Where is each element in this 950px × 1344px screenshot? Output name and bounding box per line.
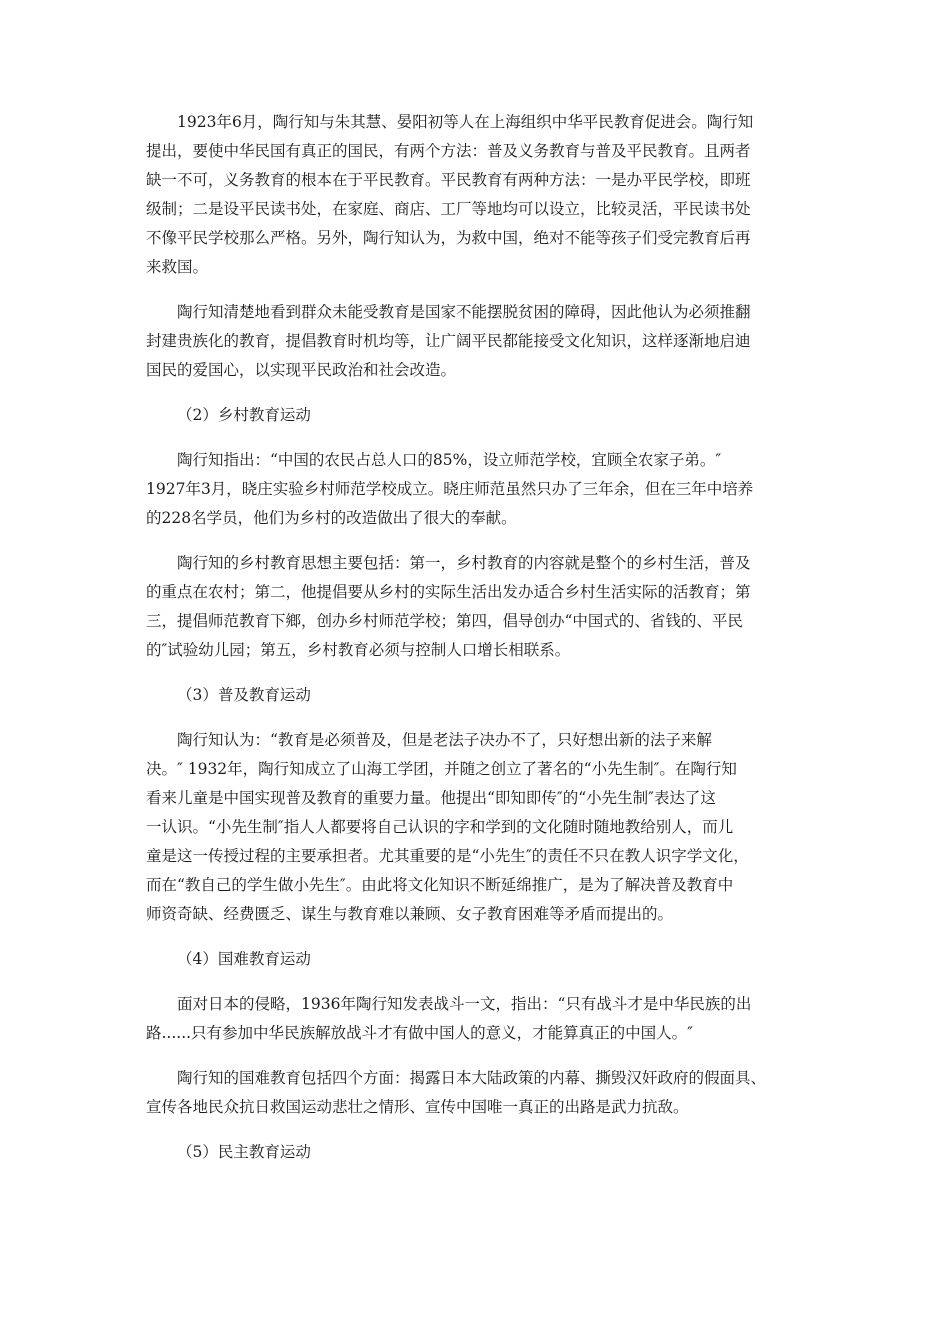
paragraph-line: 宣传各地民众抗日救国运动悲壮之情形、宣传中国唯一真正的出路是武力抗敌。	[146, 1098, 689, 1116]
paragraph-line: 不像平民学校那么严格。另外，陶行知认为，为救中国，绝对不能等孩子们受完教育后再	[146, 229, 751, 247]
paragraph-line: 提出，要使中华民国有真正的国民，有两个方法：普及义务教育与普及平民教育。且两者	[146, 142, 751, 160]
paragraph	[146, 726, 802, 929]
paragraph-line: 的228名学员，他们为乡村的改造做出了很大的奉献。	[146, 509, 517, 527]
paragraph-line: 陶行知的乡村教育思想主要包括：第一，乡村教育的内容就是整个的乡村生活，普及	[177, 554, 751, 572]
document-page	[146, 108, 802, 1183]
paragraph-line: 而在“教自己的学生做小先生″。由此将文化知识不断延绵推广，是为了解决普及教育中	[146, 876, 734, 894]
paragraph-line: 的重点在农村；第二，他提倡要从乡村的实际生活出发办适合乡村生活实际的活教育；第	[146, 583, 751, 601]
paragraph-line: 看来儿童是中国实现普及教育的重要力量。他提出“即知即传″的“小先生制″表达了这	[146, 789, 716, 807]
paragraph-line: 路......只有参加中华民族解放战斗才有做中国人的意义，才能算真正的中国人。″	[146, 1024, 693, 1042]
paragraph	[146, 1064, 802, 1122]
paragraph-line: 来救国。	[146, 258, 209, 276]
paragraph-line: 陶行知认为：“教育是必须普及，但是老法子决办不了，只好想出新的法子来解	[177, 731, 712, 749]
paragraph-line: 童是这一传授过程的主要承担者。尤其重要的是“小先生″的责任不只在教人识字学文化，	[146, 847, 749, 865]
paragraph-line: 国民的爱国心，以实现平民政治和社会改造。	[146, 361, 457, 379]
paragraph	[146, 446, 802, 533]
paragraph-line: 一认识。“小先生制″指人人都要将自己认识的字和学到的文化随时随地教给别人，而儿	[146, 818, 734, 836]
paragraph-line: 1927年3月，晓庄实验乡村师范学校成立。晓庄师范虽然只办了三年余，但在三年中培养	[146, 480, 754, 498]
section-heading: （3）普及教育运动	[177, 686, 311, 704]
paragraph-line: 决。″ 1932年，陶行知成立了山海工学团，并随之创立了著名的“小先生制″。在陶行知	[146, 760, 737, 778]
paragraph-line: 级制；二是设平民读书处，在家庭、商店、工厂等地均可以设立，比较灵活，平民读书处	[146, 200, 751, 218]
section-heading: （2）乡村教育运动	[177, 406, 311, 424]
paragraph	[146, 990, 802, 1048]
paragraph-line: 缺一不可，义务教育的根本在于平民教育。平民教育有两种方法：一是办平民学校，即班	[146, 171, 751, 189]
paragraph-line: 陶行知指出：“中国的农民占总人口的85%，设立师范学校，宜顾全农家子弟。″	[177, 451, 722, 469]
paragraph-line: 的″试验幼儿园；第五，乡村教育必须与控制人口增长相联系。	[146, 641, 571, 659]
paragraph-line: 陶行知的国难教育包括四个方面：揭露日本大陆政策的内幕、撕毁汉奸政府的假面具、	[177, 1069, 767, 1087]
paragraph	[146, 108, 802, 282]
paragraph-line: 师资奇缺、经费匮乏、谋生与教育难以兼顾、女子教育困难等矛盾而提出的。	[146, 905, 674, 923]
paragraph-line: 陶行知清楚地看到群众未能受教育是国家不能摆脱贫困的障碍，因此他认为必须推翻	[177, 303, 751, 321]
paragraph	[146, 549, 802, 665]
paragraph	[146, 298, 802, 385]
paragraph-line: 1923年6月，陶行知与朱其慧、晏阳初等人在上海组织中华平民教育促进会。陶行知	[177, 113, 754, 131]
section-heading: （5）民主教育运动	[177, 1143, 311, 1161]
paragraph-line: 三，提倡师范教育下鄉，创办乡村师范学校；第四，倡导创办“中国式的、省钱的、平民	[146, 612, 743, 630]
paragraph-line: 面对日本的侵略，1936年陶行知发表战斗一文，指出：“只有战斗才是中华民族的出	[177, 995, 752, 1013]
section-heading: （4）国难教育运动	[177, 950, 311, 968]
paragraph-line: 封建贵族化的教育，提倡教育时机均等，让广阔平民都能接受文化知识，这样逐渐地启迪	[146, 332, 751, 350]
